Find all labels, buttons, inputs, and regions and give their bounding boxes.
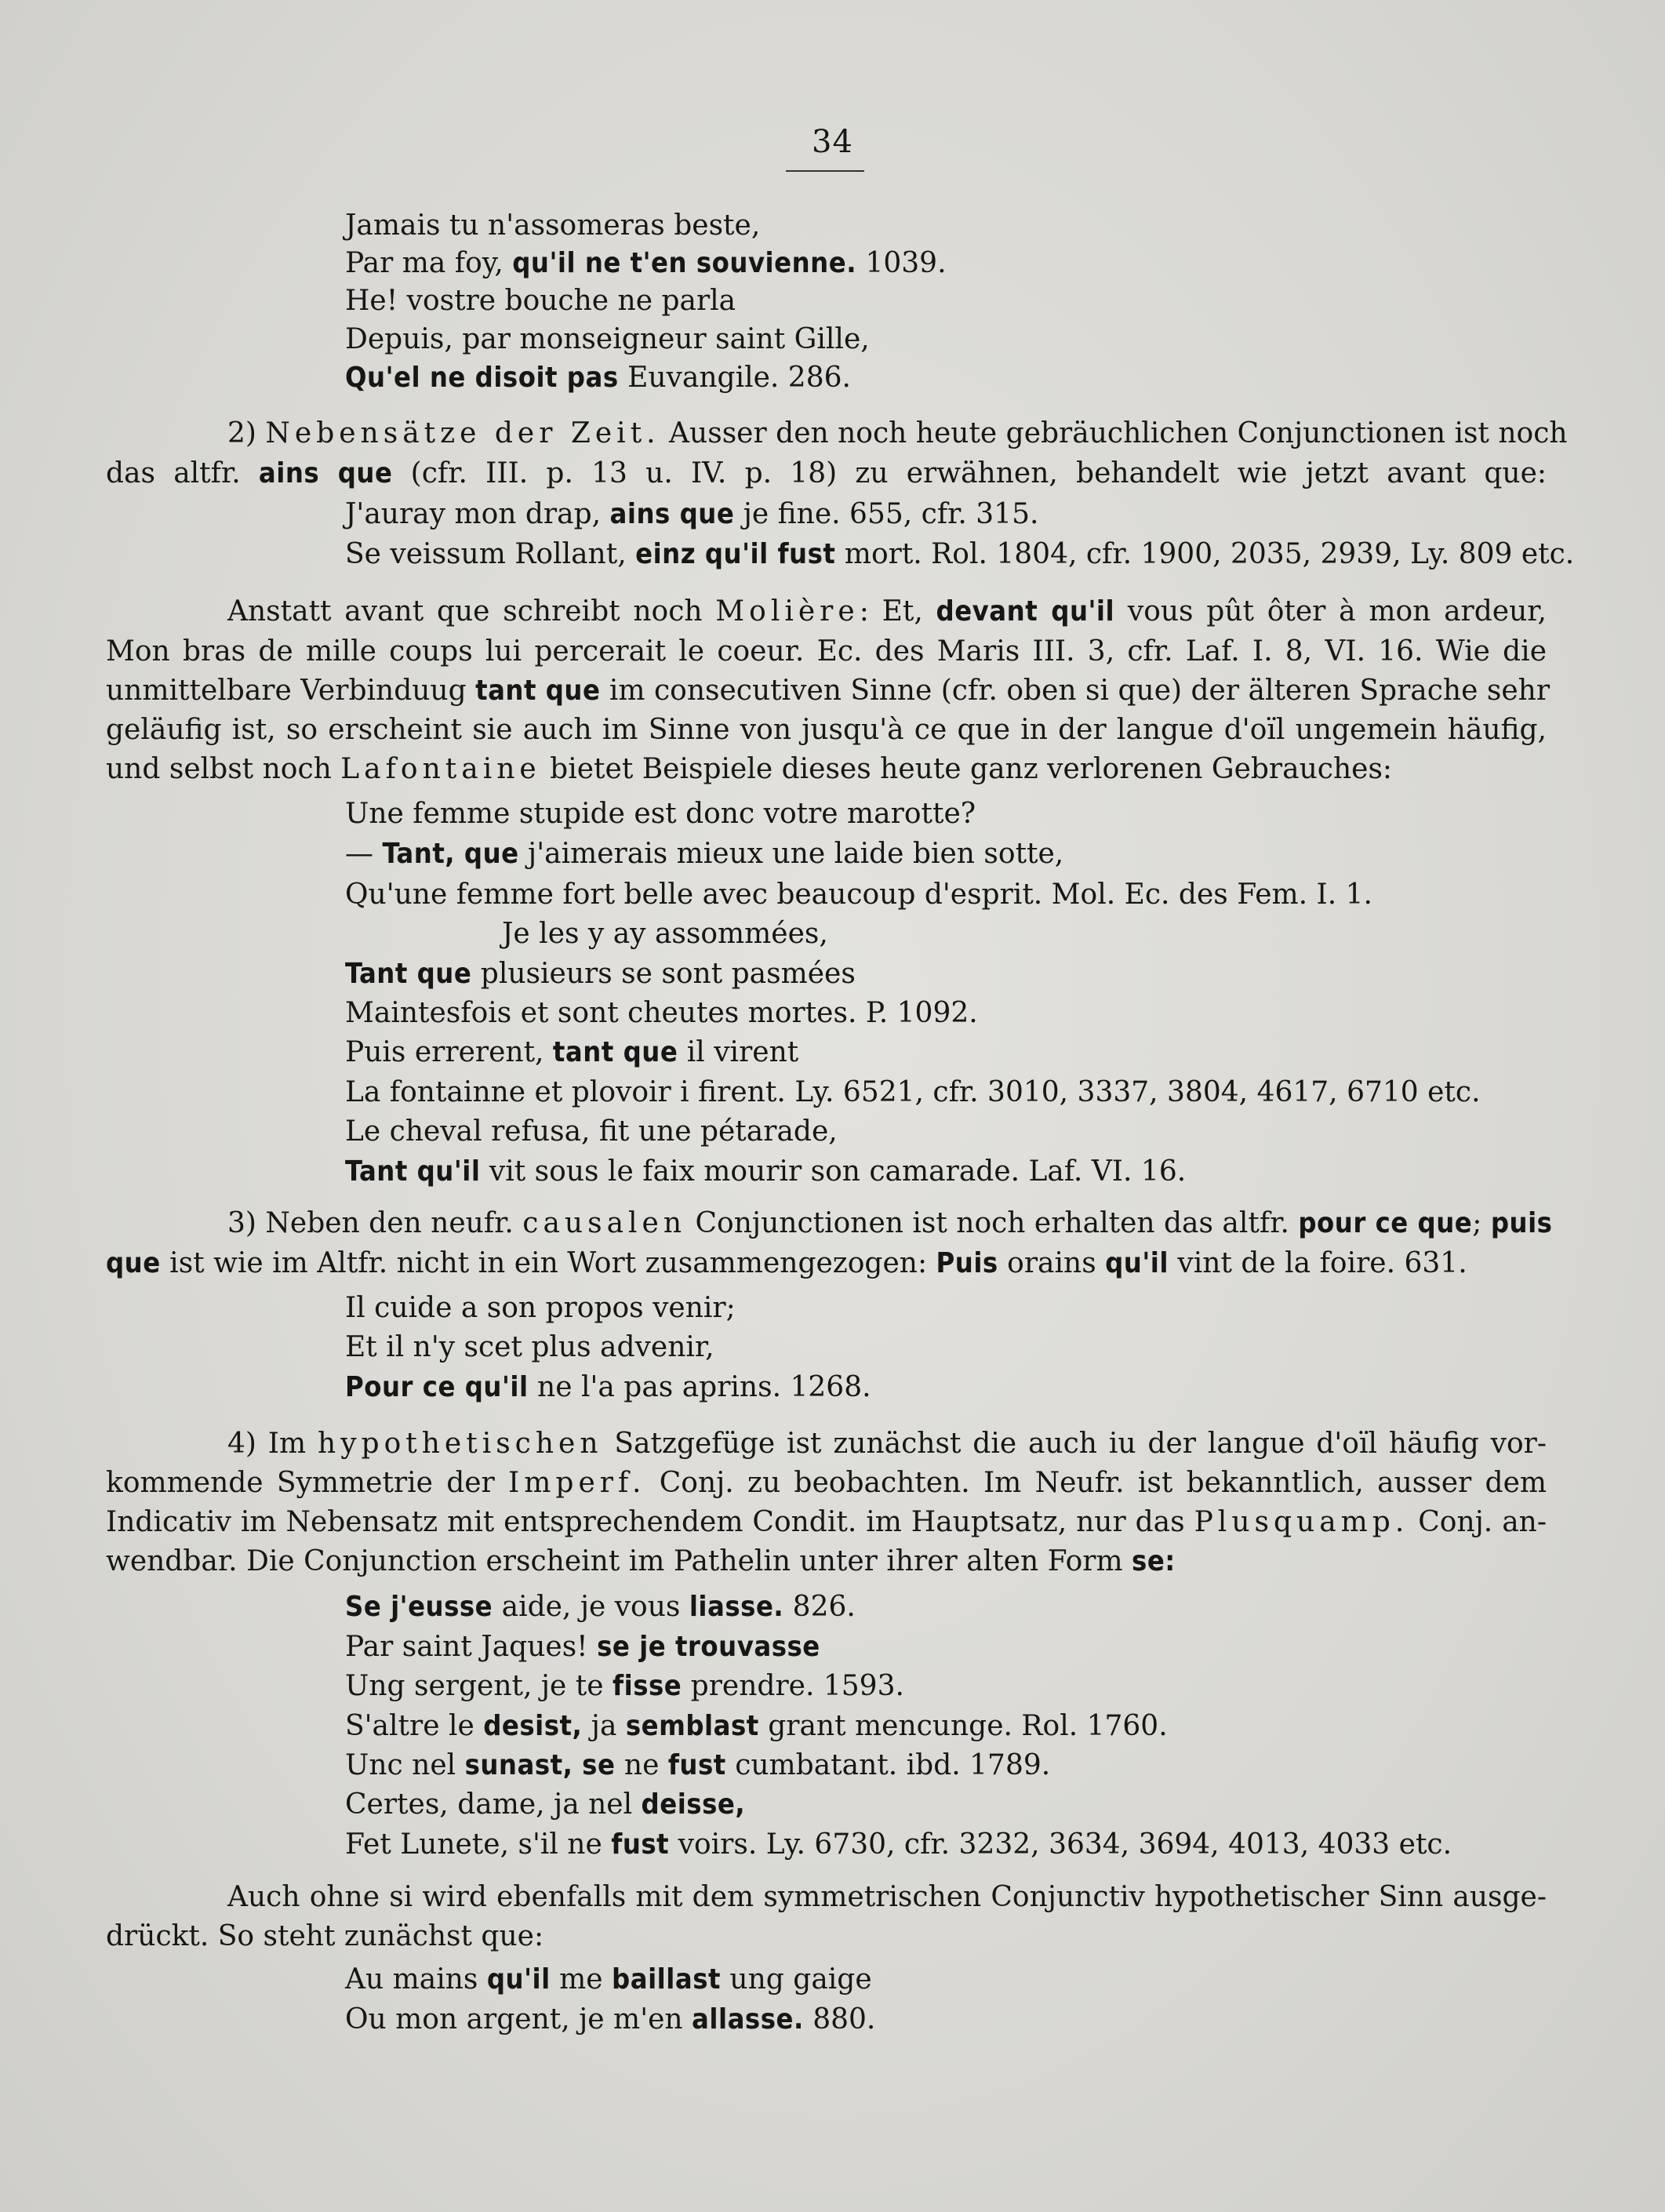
emphasis-text: baillast [612,1963,721,1996]
text-segment: 3) Neben den neufr. [227,1207,523,1239]
text-segment: — [345,838,383,870]
emphasis-text: fisse [613,1670,682,1702]
text-line [345,1370,871,1406]
text-line [345,1330,714,1366]
text-segment: J'auray mon drap, [345,498,610,530]
text-segment: aide, je vous [493,1591,689,1623]
emphasis-text: tant que [552,1036,678,1068]
text-segment: Euvangile. 286. [618,362,851,394]
text-segment: plusieurs se sont pasmées [471,958,856,990]
spaced-text: Nebensätze der Zeit. [265,417,660,449]
text-segment: bietet Beispiele dieses heute ganz verlorenen Gebrauches: [540,753,1393,785]
text-line [345,497,1038,533]
text-segment: Et il n'y scet plus advenir, [345,1331,714,1363]
text-segment: 1039. [856,247,947,279]
text-segment: Ung sergent, je te [345,1670,613,1702]
text-segment: 4) Im [227,1428,318,1460]
text-segment: ung gaige [720,1963,872,1996]
text-line [227,1879,1547,1915]
spaced-text: Imperf. [508,1467,646,1499]
emphasis-text: Puis [936,1247,998,1279]
text-segment: vous pût ôter à mon ardeur, [1114,595,1547,628]
text-line [345,836,1063,872]
text-segment: Ou mon argent, je m'en [345,2003,693,2036]
emphasis-text: fust [611,1828,670,1861]
spaced-text: Plusquamp. [1194,1506,1409,1538]
text-line [106,634,1547,670]
text-segment: me [550,1963,613,1996]
text-line [345,1290,736,1326]
emphasis-text: Se j'eusse [345,1591,493,1623]
text-segment: S'altre le [345,1710,484,1742]
text-line [345,1589,856,1625]
emphasis-text: qu'il ne t'en souvienne. [512,247,857,279]
text-segment: Depuis, par monseigneur saint Gille, [345,323,870,355]
page-number-rule [786,170,864,172]
text-segment: 2) [227,417,266,449]
text-segment: Conj. an- [1409,1506,1547,1538]
text-segment: Jamais tu n'assomeras beste, [345,209,761,242]
text-line [345,1708,1168,1744]
text-line [345,877,1372,913]
text-line [345,1114,838,1150]
text-line [345,1668,904,1704]
emphasis-text: liasse. [689,1591,784,1623]
emphasis-text: einz qu'il fust [635,538,836,570]
text-line [227,416,1568,452]
text-segment: 826. [783,1591,856,1623]
text-segment: Mon bras de mille coups lui percerait le coeur. Ec. des Maris III. 3, cfr. Laf. I. 8, VI. 16. Wie die [106,635,1547,668]
emphasis-text: que [106,1247,161,1279]
text-segment: cumbatant. ibd. 1789. [725,1749,1051,1781]
emphasis-text: Tant qu'il [345,1155,481,1188]
text-line [345,537,1574,573]
text-segment: kommende Symmetrie der [106,1467,509,1499]
text-segment: Fet Lunete, s'il ne [345,1828,612,1861]
emphasis-text: ains que [609,498,735,530]
text-segment: Se veissum Rollant, [345,538,636,570]
text-segment: Conj. zu beobachten. Im Neufr. ist bekanntlich, ausser dem [645,1467,1547,1499]
spaced-text: causalen [522,1207,687,1239]
text-segment: ; [1472,1207,1491,1239]
text-line [106,1246,1467,1282]
text-segment: Qu'une femme fort belle avec beaucoup d'esprit. Mol. Ec. des Fem. I. 1. [345,879,1372,911]
text-line [345,995,978,1031]
text-line [345,796,976,832]
text-line [227,1426,1547,1462]
emphasis-text: fust [667,1749,726,1781]
text-segment: He! vostre bouche ne parla [345,285,736,317]
text-segment: mort. Rol. 1804, cfr. 1900, 2035, 2939, Ly. 809 etc. [835,538,1575,570]
text-segment: ist wie im Altfr. nicht in ein Wort zusammengezogen: [160,1247,936,1279]
text-line [106,456,1547,492]
text-line [106,673,1550,709]
text-segment: Certes, dame, ja nel [345,1788,642,1821]
text-segment: vint de la foire. 631. [1168,1247,1467,1279]
text-segment: ne l'a pas aprins. 1268. [528,1371,871,1403]
text-line [345,208,760,244]
emphasis-text: allasse. [692,2003,804,2036]
text-segment: La fontainne et plovoir i firent. Ly. 6521, cfr. 3010, 3337, 3804, 4617, 6710 etc. [345,1076,1481,1108]
text-segment: wendbar. Die Conjunction erscheint im Pathelin unter ihrer alten Form [106,1545,1132,1577]
text-line [106,1544,1176,1580]
text-line [345,2002,875,2038]
emphasis-text: ains que [258,457,393,489]
text-segment: Je les y ay assommées, [502,918,828,950]
text-line [345,283,736,319]
text-segment: Ausser den noch heute gebräuchlichen Conjunctionen ist noch [660,417,1568,449]
text-segment: das altfr. [106,457,259,489]
text-line [227,1206,1553,1242]
text-segment: Le cheval refusa, fit une pétarade, [345,1115,838,1148]
text-segment: vit sous le faix mourir son camarade. Laf. VI. 16. [480,1155,1187,1188]
text-segment: Une femme stupide est donc votre marotte? [345,798,976,830]
spaced-text: hypothetischen [318,1428,603,1460]
text-line [106,1919,543,1955]
text-segment: Indicativ im Nebensatz mit entsprechendem Condit. im Hauptsatz, nur das [106,1506,1194,1538]
text-segment: Puis errerent, [345,1036,553,1068]
emphasis-text: qu'il [1105,1247,1169,1279]
emphasis-text: qu'il [486,1963,551,1996]
text-segment: drückt. So steht zunächst que: [106,1920,544,1952]
emphasis-text: pour ce que [1298,1207,1473,1239]
text-segment: Il cuide a son propos venir; [345,1292,736,1324]
text-segment: Anstatt avant que schreibt noch [227,595,716,628]
text-segment: grant mencunge. Rol. 1760. [758,1710,1168,1742]
text-line [106,1504,1547,1541]
text-line [345,1035,798,1071]
emphasis-text: Pour ce qu'il [345,1371,529,1403]
emphasis-text: puis [1490,1207,1553,1239]
text-segment: im consecutiven Sinne (cfr. oben si que) der älteren Sprache sehr [600,675,1550,707]
text-line [345,246,947,282]
text-segment: prendre. 1593. [682,1670,904,1702]
text-segment: Maintesfois et sont cheutes mortes. P. 1092. [345,997,978,1029]
text-segment: Unc nel [345,1749,465,1781]
page-number: 34 [812,124,853,160]
text-line [345,1629,820,1665]
text-segment: Auch ohne si wird ebenfalls mit dem symmetrischen Conjunctiv hypothetischer Sinn ausge- [227,1881,1547,1913]
emphasis-text: se: [1132,1545,1176,1577]
emphasis-text: Tant, que [382,838,519,870]
emphasis-text: desist, [483,1710,583,1742]
text-line [227,594,1547,630]
text-segment: voirs. Ly. 6730, cfr. 3232, 3634, 3694, 4013, 4033 etc. [669,1828,1452,1861]
emphasis-text: Qu'el ne disoit pas [345,362,619,394]
text-line [502,916,828,952]
text-line [345,1827,1452,1863]
text-segment: orains [998,1247,1106,1279]
text-segment: (cfr. III. p. 13 u. IV. p. 18) zu erwähnen, behandelt wie jetzt avant que: [392,457,1547,489]
text-line [345,1787,745,1823]
text-line [345,1154,1186,1190]
text-line [345,1962,872,1998]
text-line [106,751,1392,788]
text-line [345,322,870,358]
text-segment: il virent [678,1036,799,1068]
text-segment: unmittelbare Verbinduug [106,675,476,707]
emphasis-text: deisse, [641,1788,746,1821]
text-line [345,956,856,992]
emphasis-text: semblast [625,1710,759,1742]
text-segment: 880. [803,2003,876,2036]
emphasis-text: tant que [475,675,601,707]
emphasis-text: sunast, se [464,1749,616,1781]
text-segment: und selbst noch [106,753,341,785]
text-segment: Satzgefüge ist zunächst die auch iu der langue d'oïl häufig vor- [602,1428,1547,1460]
emphasis-text: Tant que [345,958,472,990]
text-segment: ja [582,1710,626,1742]
spaced-text: Molière [715,595,860,628]
text-segment: : Et, [859,595,936,628]
text-line [345,360,851,396]
text-line [106,712,1547,748]
text-segment: Par ma foy, [345,247,513,279]
text-segment: ne [615,1749,668,1781]
text-line [106,1465,1547,1501]
text-line [345,1748,1050,1784]
text-segment: Au mains [345,1963,487,1996]
spaced-text: Lafontaine [340,753,541,785]
emphasis-text: se je trouvasse [597,1631,820,1663]
text-segment: geläufig ist, so erscheint sie auch im Sinne von jusqu'à ce que in der langue d'oïl ungemein häufig, [106,714,1547,746]
text-segment: Conjunctionen ist noch erhalten das altfr. [686,1207,1299,1239]
text-segment: Par saint Jaques! [345,1631,598,1663]
text-segment: j'aimerais mieux une laide bien sotte, [518,838,1064,870]
text-line [345,1075,1481,1111]
text-segment: je fine. 655, cfr. 315. [734,498,1039,530]
emphasis-text: devant qu'il [936,595,1115,628]
